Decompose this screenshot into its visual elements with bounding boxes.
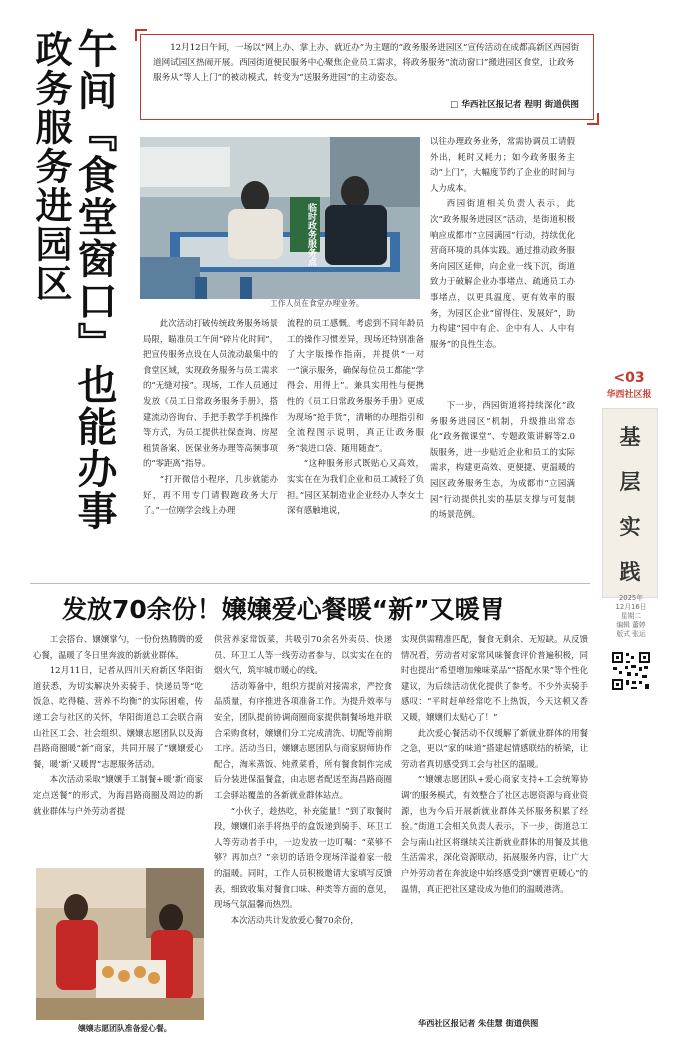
section-sidebar: [598, 370, 660, 598]
intro-text: 12月12日午间，一场以“网上办、掌上办、就近办”为主题的“政务服务进园区”宣传活动在成都高新区西园街道网试园区热闹开展。西园街道便民服务中心聚焦企业员工需求，将政务服务“流动窗口”搬进园区食堂，让政务服务从“等人上门”的被动模式，转变为“送服务进园”的主动姿态。: [153, 43, 580, 83]
paragraph: “小伙子，趁热吃，补充能量！”到了取餐时段，嬢嬢们亲手将热乎的盒饭递到骑手、环卫工人等劳动者手中，一边发放一边叮嘱：“菜够不够？再加点？”亲切的话语令现场洋溢着家一般的温暖。同时，工作人员积极邀请大家填写反馈表，细致收集对餐食口味、种类等方面的意见，现场气氛温馨而热烈。: [214, 805, 392, 910]
section-char: 践: [619, 558, 641, 584]
paragraph: 实现供需精准匹配，餐食无剩余、无短缺。从反馈情况看，劳动者对家常风味餐食评价普遍积极，同时也提出“希望增加辣味菜品”“搭配水果”等个性化建议，为后续活动优化提供了参考。不少外卖骑手感叹：“平时赶单经常吃不上热饭，今天这顿又香又暖，嬢嬢们太贴心了！”: [401, 634, 588, 722]
volunteer-photo: [36, 868, 204, 1020]
paragraph: 工会搭台、嬢嬢掌勺，一份份热腾腾的爱心餐，温暖了冬日里奔波的新就业群体。: [33, 634, 203, 660]
paragraph: 活动筹备中，组织方提前对接需求，严控食品质量，有序推进各项准备工作。为提升效率与安全，团队提前协调商圈商家提供制餐场地并联合采购食材，嬢嬢们分工完成清洗、切配等前期工序。活动当日，嬢嬢志愿团队与商家厨师协作配合，淘米蒸饭、炖煮菜肴，所有餐食制作完成后分装进保温餐盒，由志愿者配送至海昌路商圈工会驿站覆盖的各新就业群体站点。: [214, 680, 392, 800]
paragraph: 下一步，西园街道将持续深化“政务服务进园区”机制，升级推出常态化“政务微课堂”、专题政策讲解等2.0版服务，进一步贴近企业和员工的实际需求，构建更高效、更便捷、更温暖的园区政务服务生态，为成都市“立园满园”行动提供扎实的基层支撑与可复制的场景范例。: [430, 400, 575, 520]
section-char: 层: [619, 468, 641, 494]
article2-column-e: [214, 632, 392, 928]
article2-credit: 华西社区报记者 朱佳慧 街道供图: [418, 1018, 539, 1028]
paragraph: “‘嬢嬢志愿团队+爱心商家支持+工会统筹协调’的服务模式，有效整合了社区志愿资源与商业资源，也为今后开展新就业群体关怀服务积累了经验。”街道工会相关负责人表示，下一步，街道总工会与南山社区将继续关注新就业群体的用餐及其他生活需求，深化资源联动，拓展服务内容，让广大户外劳动者在奔波途中始终感受到“嬢胃更暖心”的温情，真正把社区建设成为他们的温暖港湾。: [401, 774, 588, 894]
article-divider: [30, 583, 590, 584]
paragraph: 西园街道相关负责人表示，此次“政务服务进园区”活动，是街道积极响应成都市“立园满园”行动，持续优化营商环境的具体实践。通过推动政务服务向园区延伸，向企业一线下沉，街道致力于破解企业办事堵点、疏通员工办事堵点，以更具温度、更有效率的服务，为园区企业“留得住、发展好”，助力构建“园中有企、企中有人、人中有服务”的良性生态。: [430, 198, 575, 349]
issue-weekday: 星期二: [620, 612, 642, 620]
issue-info: [608, 594, 654, 639]
issue-date: 12月16日: [615, 603, 647, 611]
section-char: 基: [619, 423, 641, 449]
issue-layout: 版式 张运: [616, 630, 646, 638]
photo2-caption: 嬢嬢志愿团队准备爱心餐。: [78, 1024, 172, 1033]
paragraph: 以往办理政务业务，常需协调员工请假外出，耗时又耗力；如今政务服务主动“上门”，大幅度节约了企业的时间与人力成本。: [430, 136, 575, 193]
article2-column-d: [33, 632, 203, 819]
article1-column-b: [287, 316, 424, 519]
volunteer-photo-illustration: [36, 868, 204, 1020]
newspaper-brand: 华西社区报: [606, 390, 652, 400]
corner-decoration: [135, 29, 147, 41]
qr-code-icon[interactable]: [611, 651, 651, 691]
sub-title: 政务服务进园区: [29, 30, 72, 303]
intro-credit: □ 华西社区报记者 程明 街道供图: [450, 100, 579, 110]
issue-year: 2025年: [618, 594, 644, 602]
page-number: <03: [613, 370, 645, 386]
paragraph: 此次爱心餐活动不仅缓解了新就业群体的用餐之急，更以“家的味道”搭建起情感联结的桥梁，让劳动者真切感受到工会与社区的温暖。: [401, 727, 588, 769]
paragraph: 12月11日，记者从四川天府新区华阳街道获悉，为切实解决外卖骑手、快递员等“吃饭急、吃得糙、营养不均衡”的实际困难，传递工会与社区的关怀，华阳街道总工会联合南山社区工会、社会组织、嬢嬢志愿团队以及海昌路商圈暖“新”商家，共同开展了“嬢嬢爱心餐，暖‘新’又暖胃”志愿服务活动。: [33, 665, 203, 769]
section-name-band: [602, 408, 658, 598]
paragraph: 此次活动打破传统政务服务场景局限，瞄准员工午间“碎片化时间”，把宣传服务点设在人员流动最集中的食堂区域，实现政务服务与员工需求的“无缝对接”。现场，工作人员通过发放《员工日常政务服务手册》，搭建流动咨询台、手把手教学手机操作等方式，为员工提供社保查询、房屋租赁备案、医保业务办理等高频事项的“零距离”指导。: [143, 318, 278, 469]
section-char: 实: [619, 513, 641, 539]
paragraph: 供营养家常饭菜，共吸引70余名外卖员、快递员、环卫工人等一线劳动者参与，以实实在在的烟火气，筑牢城市暖心的线。: [214, 634, 392, 676]
article1-column-a: [143, 316, 278, 519]
corner-decoration: [587, 113, 599, 125]
paragraph: 本次活动共计发放爱心餐70余份，: [230, 914, 359, 925]
paragraph: 本次活动采取“嬢嬢手工制餐+暖‘新’商家定点送餐”的形式，为海昌路商圈及周边的新就业群体与户外劳动者提: [33, 774, 203, 816]
intro-box: [140, 34, 594, 120]
issue-editor: 编辑 蕭婷: [616, 621, 646, 629]
main-title: 午间『食堂窗口』也能办事: [71, 28, 117, 532]
paragraph: 流程的员工感慨。考虑到不同年龄员工的操作习惯差异，现场还特别准备了大字版操作指南，并提供“一对一”演示服务，确保每位员工都能“学得会、用得上”。兼具实用性与便携性的《员工日常政务服务手册》更成为现场“抢手货”，清晰的办理指引和全流程图示说明，真正让政务服务“装进口袋、随用随查”。: [287, 318, 424, 453]
photo-sign-text: 临时政务服务点: [306, 203, 316, 266]
paragraph: “打开微信小程序，几步就能办好，再不用专门请假跑政务大厅了。”一位刚学会线上办理: [143, 473, 278, 516]
article2-headline: 发放70余份！嬢嬢爱心餐暖“新”又暖胃: [62, 595, 505, 624]
article1-column-right-top: [430, 134, 575, 352]
photo1-caption: 工作人员在食堂办理业务。: [270, 299, 364, 308]
article1-column-c: [430, 398, 575, 523]
canteen-photo: [140, 137, 420, 299]
article2-column-f: [401, 632, 588, 897]
canteen-photo-illustration: [140, 137, 420, 299]
paragraph: “这种服务形式既贴心又高效，实实在在为我们企业和员工减轻了负担。”园区某制造业企业经办人李女士深有感触地说，: [287, 458, 424, 516]
